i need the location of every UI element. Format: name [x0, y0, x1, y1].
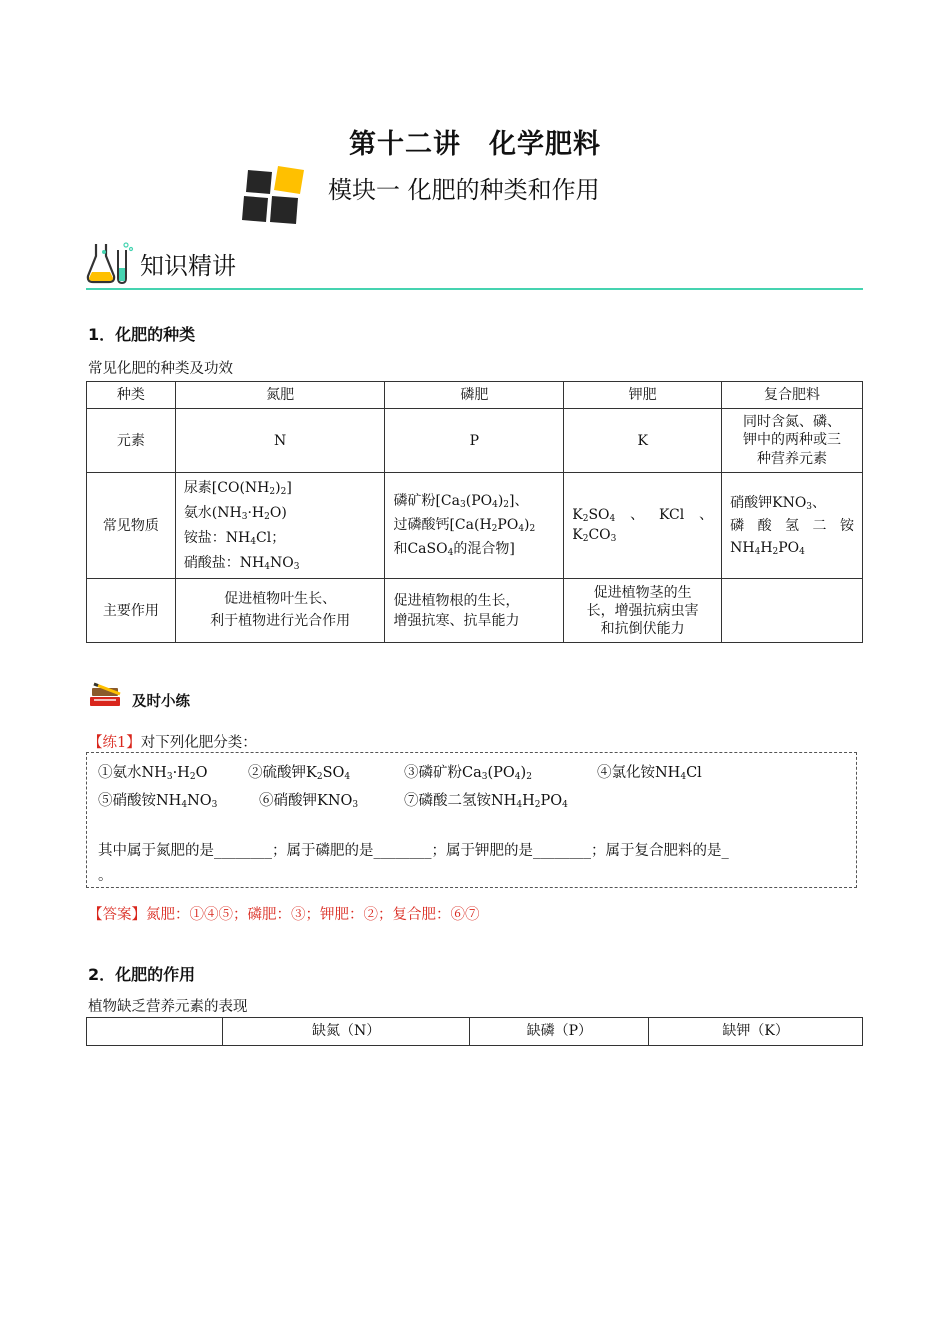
- table-row: [87, 409, 863, 473]
- part2-heading: 2．化肥的作用: [88, 965, 196, 984]
- nitrogen-substances: [175, 473, 385, 579]
- lab-flask-icon: [86, 240, 134, 286]
- table-header-cell: 缺氮（N）: [222, 1018, 470, 1046]
- fill-blank-line: 其中属于氮肥的是________；属于磷肥的是________；属于钾肥的是________；属于复合肥料的是_: [98, 843, 729, 859]
- fertilizer-item: ⑥硝酸钾$KNO_3$: [259, 793, 359, 810]
- table-header-cell: 缺磷（P）: [470, 1018, 649, 1046]
- table-header-row: [87, 1018, 863, 1046]
- cell-line: 促进植物叶生长、: [224, 591, 337, 608]
- compound-function: [722, 579, 863, 643]
- table-header-cell: 缺钾（K）: [649, 1018, 863, 1046]
- compound-element: [722, 409, 863, 473]
- answer-text: 氮肥：①④⑤；磷肥：③；钾肥：②；复合肥：⑥⑦: [146, 907, 480, 923]
- cell-line: 和CaSO$_4$的混合物]: [393, 540, 515, 558]
- cell-line: $K_2CO_3$: [572, 526, 617, 544]
- nitrogen-function: [175, 579, 385, 643]
- part2-caption: 植物缺乏营养元素的表现: [88, 999, 248, 1015]
- practice-title: 及时小练: [132, 694, 190, 710]
- fertilizer-types-table: [86, 381, 863, 643]
- fertilizer-item: ⑦磷酸二氢铵$NH_4H_2PO_4$: [404, 793, 568, 810]
- cell-line: 尿素$[CO(NH_2)_2]$: [183, 480, 292, 498]
- table-row: [87, 579, 863, 643]
- phosphorus-element: P: [385, 409, 564, 473]
- cell-line: $NH_4H_2PO_4$: [730, 540, 805, 558]
- cell-line: 和抗倒伏能力: [600, 620, 685, 637]
- potassium-substances: [564, 473, 722, 579]
- cell-line: 硝酸盐：$NH_4NO_3$: [183, 554, 300, 572]
- table-row: [87, 473, 863, 579]
- fertilizer-item: ①氨水$NH_3\cdot H_2O$: [98, 765, 208, 782]
- cell-line: 磷矿粉$[Ca_3(PO_4)_2]$、: [393, 493, 529, 511]
- answer-line: [88, 903, 480, 924]
- potassium-element: K: [564, 409, 722, 473]
- cell-line: 铵盐：$NH_4Cl$；: [183, 529, 286, 547]
- module-title: 模块一 化肥的种类和作用: [328, 176, 600, 204]
- part1-heading: 1．化肥的种类: [88, 325, 196, 344]
- answer-tag: 【答案】: [88, 907, 146, 923]
- cell-line: $K_2SO_4$ 、 KCl 、: [572, 507, 714, 525]
- table-header-cell: [87, 1018, 223, 1046]
- cell-line: 过磷酸钙[$Ca(H_2PO_4)_2$: [393, 516, 536, 534]
- question-tag: 【练1】: [88, 735, 141, 751]
- nitrogen-element: N: [175, 409, 385, 473]
- part1-caption: 常见化肥的种类及功效: [88, 361, 233, 377]
- page-title: 第十二讲 化学肥料: [349, 129, 601, 160]
- table-header-cell: 钾肥: [564, 382, 722, 409]
- fertilizer-item: ②硫酸钾$K_2SO_4$: [248, 765, 351, 782]
- module-logo-icon: [238, 164, 310, 224]
- cell-line: 磷 酸 氢 二 铵: [730, 517, 854, 534]
- cell-line: 硝酸钾$KNO_3$、: [730, 495, 827, 513]
- cell-line: 促进植物根的生长，: [393, 592, 520, 609]
- cell-line: 促进植物茎的生: [593, 584, 692, 601]
- cell-line: 增强抗寒、抗旱能力: [393, 612, 520, 629]
- table-header-cell: 氮肥: [175, 382, 385, 409]
- potassium-function: [564, 579, 722, 643]
- cell-line: 同时含氮、磷、: [743, 413, 842, 430]
- question-prompt: [88, 731, 257, 752]
- table-header-cell: 种类: [87, 382, 176, 409]
- fill-blank-end: 。: [98, 868, 113, 884]
- cell-line: 种营养元素: [757, 451, 828, 468]
- row-label: 主要作用: [87, 579, 176, 643]
- table-header-cell: 复合肥料: [722, 382, 863, 409]
- row-label: 元素: [87, 409, 176, 473]
- row-label: 常见物质: [87, 473, 176, 579]
- cell-line: 长，增强抗病虫害: [586, 602, 699, 619]
- phosphorus-substances: [385, 473, 564, 579]
- table-header-cell: 磷肥: [385, 382, 564, 409]
- fertilizer-item: ③磷矿粉$Ca_3(PO_4)_2$: [404, 765, 532, 782]
- fertilizer-item: ④氯化铵$NH_4Cl$: [597, 765, 702, 782]
- question-text: 对下列化肥分类：: [140, 735, 257, 751]
- cell-line: 氨水$(NH_3\cdot H_2O)$: [183, 504, 287, 522]
- cell-line: 利于植物进行光合作用: [210, 612, 351, 629]
- cell-line: 钾中的两种或三: [743, 432, 842, 449]
- deficiency-table: [86, 1017, 863, 1046]
- table-header-row: [87, 382, 863, 409]
- phosphorus-function: [385, 579, 564, 643]
- section-divider: [86, 288, 863, 290]
- fertilizer-item: ⑤硝酸铵$NH_4NO_3$: [98, 793, 218, 810]
- compound-substances: [722, 473, 863, 579]
- books-pencil-icon: [88, 680, 124, 708]
- section-title: 知识精讲: [140, 252, 236, 280]
